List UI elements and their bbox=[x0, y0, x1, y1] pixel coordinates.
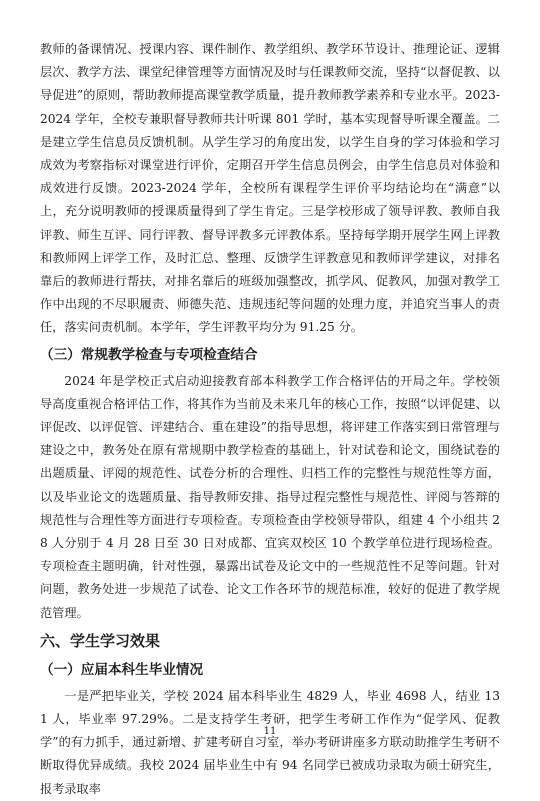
paragraph-graduation-stats: 一是严把毕业关，学校 2024 届本科毕业生 4829 人，毕业 4698 人，结业 131 人，毕业率 97.29%。二是支持学生考研，把学生考研工作作为“促学风、促教学”的有力抓手，通过新增、扩建考研自习室，举办考研讲座多方联动助推学生考研不断取得优异成绩。我校 2024 届毕业生中有 94 名同学已被成功录取为硕士研究生，报考录取率 bbox=[40, 688, 500, 796]
page-body bbox=[40, 38, 500, 801]
page-number: 11 bbox=[263, 726, 277, 737]
paragraph-evaluation-mechanisms: 教师的备课情况、授课内容、课件制作、教学组织、教学环节设计、推理论证、逻辑层次、教学方法、课堂纪律管理等方面情况及时与任课教师交流，坚持“以督促教、以导促进”的原则，帮助教师提高课堂教学质量，提升教师教学素养和专业水平。2023-2024 学年，全校专兼职督导教师共计听课 801 学时，基本实现督导听课全覆盖。二是建立学生信息员反馈机制。从学生学习的角度出发，以学生自身的学习体验和学习成效为考察指标对课堂进行评价，定期召开学生信息员例会，由学生信息员对体验和成效进行反馈。2023-2024 学年，全校所有课程学生评价平均结论均在“满意”以上，充分说明教师的授课质量得到了学生肯定。三是学校形成了领导评教、教师自我评教、师生互评、同行评教、督导评教多元评教体系。坚持每学期开展学生网上评教和教师网上评学工作，及时汇总、整理、反馈学生评教意见和教师评学建议，对排名靠后的教师进行帮扶，对排名靠后的班级加强整改，抓学风、促教风，加强对教学工作中出现的不尽职履责、师德失范、违规违纪等问题的处理力度，并追究当事人的责任，落实问责机制。本学年，学生评教平均分为 91.25 分。 bbox=[40, 42, 500, 335]
paragraph-special-inspection: 2024 年是学校正式启动迎接教育部本科教学工作合格评估的开局之年。学校领导高度重视合格评估工作，将其作为当前及未来几年的核心工作，按照“以评促建、以评促改、以评促管、评建结合、重在建设”的指导思想，将评建工作落实到日常管理与建设之中，教务处在原有常规期中教学检查的基础上，针对试卷和论文，围绕试卷的出题质量、评阅的规范性、试卷分析的合理性、归档工作的完整性与规范性等方面，以及毕业论文的选题质量、指导教师安排、指导过程完整性与规范性、评阅与答辩的规范性与合理性等方面进行专项检查。专项检查由学校领导带队，组建 4 个小组共 28 人分别于 4 月 28 日至 30 日对成都、宜宾双校区 10 个教学单位进行现场检查。专项检查主题明确，针对性强，暴露出试卷及论文中的一些规范性不足等问题。针对问题，教务处进一步规范了试卷、论文工作各环节的规范标准，较好的促进了教学规范管理。 bbox=[40, 373, 500, 620]
subheading-routine-inspection: （三）常规教学检查与专项检查结合 bbox=[40, 346, 258, 363]
subheading-graduation: （一）应届本科生毕业情况 bbox=[40, 661, 204, 678]
section-heading-student-outcomes: 六、学生学习效果 bbox=[40, 631, 161, 650]
